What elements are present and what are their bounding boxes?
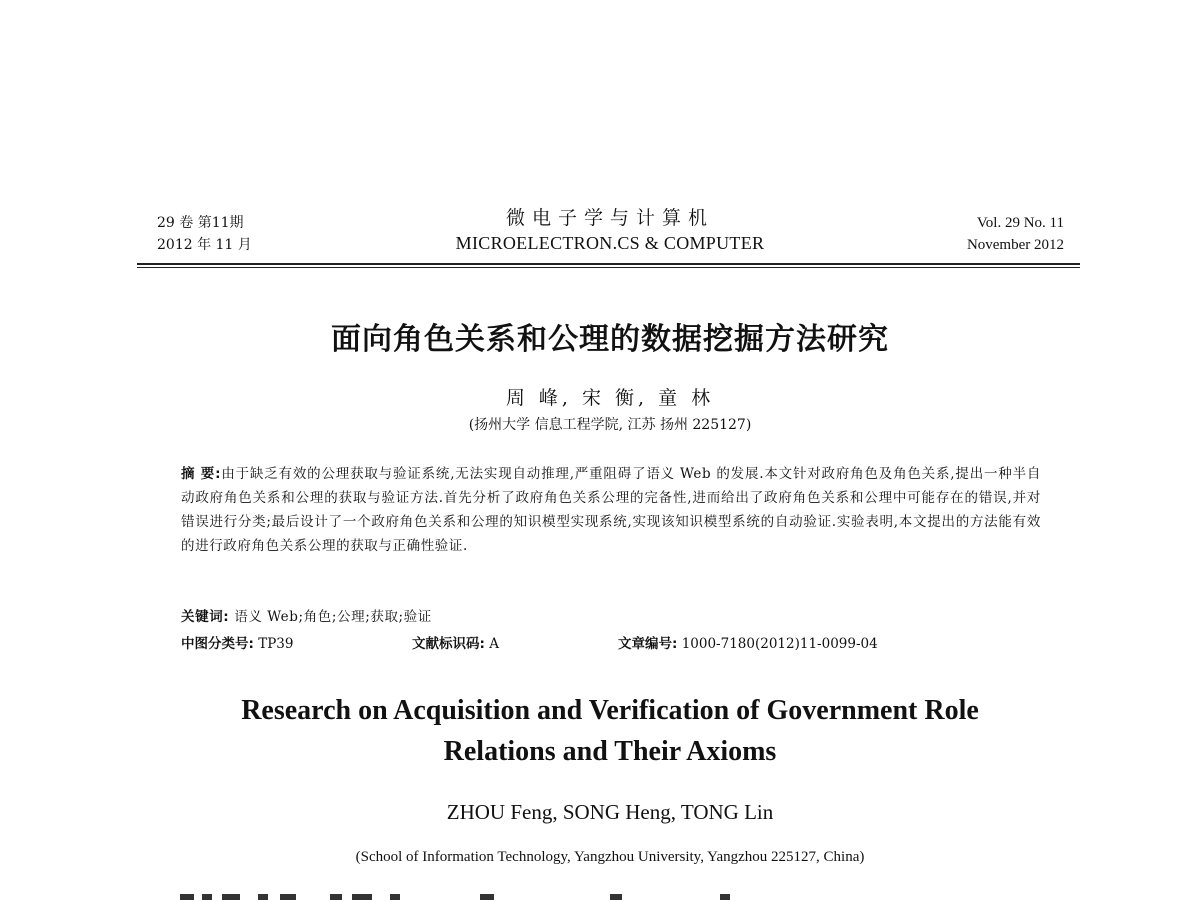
- abstract-label: 摘 要:: [181, 466, 222, 482]
- clc-value: TP39: [258, 636, 294, 652]
- keywords-cn: [181, 605, 432, 629]
- document-code: [412, 632, 499, 656]
- journal-name: [400, 205, 820, 255]
- authors-cn: 周 峰, 宋 衡, 童 林: [505, 387, 715, 409]
- paper-title-cn: 面向角色关系和公理的数据挖掘方法研究: [331, 322, 889, 357]
- keywords-label: 关键词:: [181, 609, 230, 625]
- header-rule-top: [137, 263, 1080, 265]
- article-number-label: 文章编号:: [618, 636, 678, 652]
- abstract-text: 由于缺乏有效的公理获取与验证系统,无法实现自动推理,严重阻碍了语义 Web 的发展.本文针对政府角色及角色关系,提出一种半自动政府角色关系和公理的获取与验证方法.首先分析了政府角色关系公理的完备性,进而给出了政府角色关系和公理中可能存在的错误,并对错误进行分类;最后设计了一个政府角色关系和公理的知识模型实现系统,实现该知识模型系统的自动验证.实验表明,本文提出的方法能有效的进行政府角色关系公理的获取与正确性验证.: [181, 466, 1042, 554]
- date-cn: 2012 年 11 月: [157, 237, 252, 253]
- affiliation-cn: (扬州大学 信息工程学院, 江苏 扬州 225127): [468, 417, 752, 433]
- keywords-text: 语义 Web;角色;公理;获取;验证: [234, 609, 432, 625]
- header-rule-bottom: [137, 267, 1080, 268]
- date-en: November 2012: [966, 237, 1064, 253]
- article-number-value: 1000-7180(2012)11-0099-04: [681, 636, 878, 652]
- clc-label: 中图分类号:: [181, 636, 254, 652]
- abstract-cn: [181, 462, 1041, 558]
- volume-issue-cn: 29 卷 第11期: [157, 215, 244, 231]
- article-number: [618, 632, 878, 656]
- paper-title-en: [0, 690, 1200, 772]
- volume-issue-en: Vol. 29 No. 11: [976, 215, 1064, 231]
- paper-title-en-line1: Research on Acquisition and Verification of Government Role: [241, 695, 979, 726]
- cutoff-text-line: [180, 892, 740, 900]
- affiliation-en: (School of Information Technology, Yangzhou University, Yangzhou 225127, China): [355, 849, 865, 865]
- clc-number: [181, 632, 293, 656]
- journal-name-en: MICROELECTRON.CS & COMPUTER: [455, 233, 765, 253]
- authors-en: ZHOU Feng, SONG Heng, TONG Lin: [446, 800, 774, 824]
- paper-title-en-line2: Relations and Their Axioms: [443, 736, 777, 767]
- doc-code-label: 文献标识码:: [412, 636, 485, 652]
- issue-info-en: [967, 212, 1064, 256]
- issue-info-cn: [157, 212, 252, 256]
- journal-name-cn: 微电子学与计算机: [505, 207, 714, 229]
- doc-code-value: A: [489, 636, 499, 652]
